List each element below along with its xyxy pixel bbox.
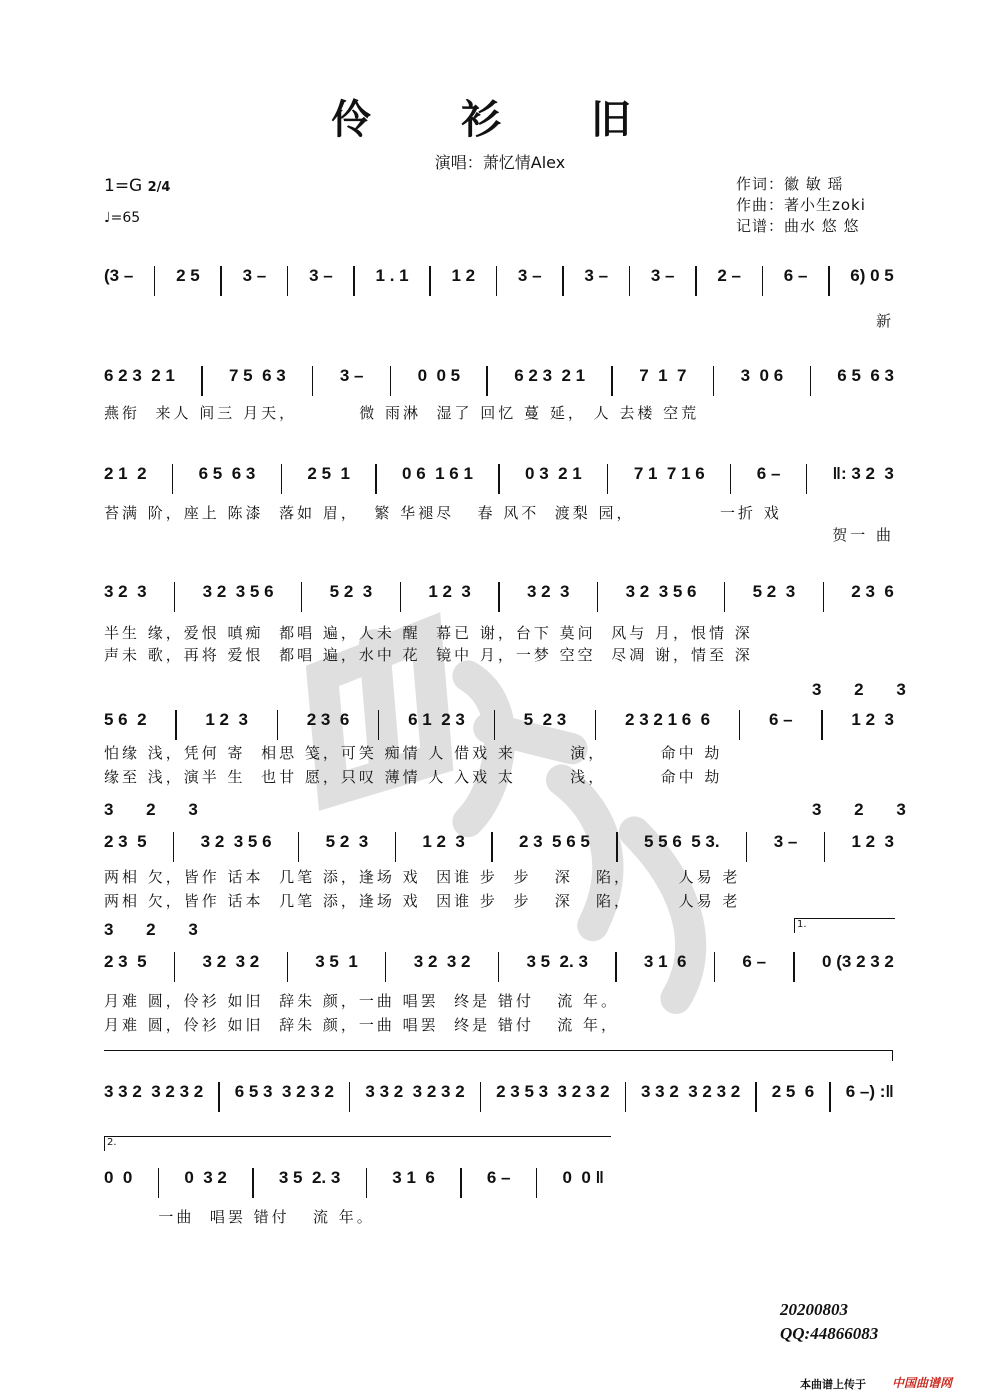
measure: 0 3 2 1 xyxy=(525,464,582,483)
measure: 0 0 xyxy=(104,1168,133,1187)
barline xyxy=(829,1082,830,1112)
volta-first-ending: 1. xyxy=(794,918,895,933)
measure: 2 3 5 xyxy=(104,832,147,851)
measure: 2 3 5 6 5 xyxy=(518,832,590,851)
measure: 5 2 3 xyxy=(752,582,796,601)
measure: 1 2 3 xyxy=(205,710,248,729)
barline xyxy=(175,710,176,740)
upper-note-group: 3 2 3 xyxy=(812,800,920,819)
measure: 3 2 3 5 6 xyxy=(625,582,697,601)
barline xyxy=(498,464,499,494)
barline xyxy=(755,1082,756,1112)
measure: 3 – xyxy=(242,266,267,285)
barline xyxy=(385,952,386,982)
measure: 1 2 3 xyxy=(851,832,894,851)
barline xyxy=(378,710,379,740)
system4-notes xyxy=(104,582,894,612)
barline xyxy=(460,1168,461,1198)
measure: 0 6 1 6 1 xyxy=(402,464,473,483)
measure: 2 3 5 3 3 2 3 2 xyxy=(496,1082,610,1101)
lyric-line: 贺一 曲 xyxy=(832,526,894,544)
barline xyxy=(400,582,401,612)
measure: 5 2 3 xyxy=(523,710,567,729)
barline xyxy=(349,1082,350,1112)
barline xyxy=(287,952,288,982)
measure: 6 5 3 3 2 3 2 xyxy=(234,1082,334,1101)
barline xyxy=(498,952,499,982)
date-stamp: 20200803 xyxy=(780,1300,848,1319)
upload-note: 本曲谱上传于 xyxy=(800,1378,866,1391)
measure: 5 5 6 5 3. xyxy=(643,832,720,851)
measure: 0 0 ‖ xyxy=(562,1168,604,1187)
measure: 3 3 2 3 2 3 2 xyxy=(640,1082,741,1101)
measure: 3 2 3 2 xyxy=(413,952,471,971)
composer-credit: 作曲：著小生zoki xyxy=(736,196,866,214)
measure: 2 3 6 xyxy=(851,582,894,601)
barline xyxy=(220,266,221,296)
measure: 1 2 xyxy=(451,266,476,285)
upper-note-group: 3 2 3 xyxy=(104,800,212,819)
barline xyxy=(714,952,715,982)
measure: 3 2 3 xyxy=(104,582,147,601)
measure: 3 5 2. 3 xyxy=(526,952,588,971)
lyricist-credit: 作词：徽 敏 瑶 xyxy=(736,175,844,193)
barline xyxy=(823,582,824,612)
barline xyxy=(562,266,563,296)
measure: 3 – xyxy=(584,266,609,285)
barline xyxy=(172,464,173,494)
measure: 3 5 2. 3 xyxy=(278,1168,341,1187)
lyric-line: 一曲 唱罢 错付 流 年。 xyxy=(104,1208,375,1226)
lyric-line: 半生 缘，爱恨 嗔痴 都唱 遍，人未 醒 幕已 谢，台下 莫问 风与 月，恨情 深 xyxy=(104,624,753,642)
system5-notes xyxy=(104,710,894,740)
barline xyxy=(218,1082,219,1112)
measure: ‖: 3 2 3 xyxy=(832,464,894,483)
measure: 2 5 xyxy=(176,266,200,285)
barline xyxy=(793,952,794,982)
measure: 0 3 2 xyxy=(184,1168,227,1187)
measure: 3 – xyxy=(773,832,798,851)
barline xyxy=(480,1082,481,1112)
system3-notes xyxy=(104,464,894,494)
site-logo: 中国曲谱网 xyxy=(892,1376,953,1390)
barline xyxy=(298,832,299,862)
measure: 3 2 3 5 6 xyxy=(202,582,274,601)
barline xyxy=(174,582,175,612)
barline xyxy=(713,366,714,396)
measure: 3 2 3 5 6 xyxy=(200,832,272,851)
measure: 5 2 3 xyxy=(325,832,369,851)
barline xyxy=(746,832,747,862)
barline xyxy=(312,366,313,396)
barline xyxy=(491,832,492,862)
measure: 6) 0 5 xyxy=(850,266,894,285)
barline xyxy=(828,266,829,296)
barline xyxy=(536,1168,537,1198)
song-title: 伶 衫 旧 xyxy=(331,97,669,143)
measure: 3 – xyxy=(517,266,542,285)
measure: 1 . 1 xyxy=(375,266,409,285)
system6-notes xyxy=(104,832,894,862)
barline xyxy=(174,952,175,982)
measure: 6 – xyxy=(742,952,767,971)
lyric-line: 苔满 阶，座上 陈漆 落如 眉， 繁 华褪尽 春 风不 渡梨 园， 一折 戏 xyxy=(104,504,782,522)
system9-notes xyxy=(104,1168,604,1198)
measure: 3 3 2 3 2 3 2 xyxy=(104,1082,204,1101)
measure: 0 0 5 xyxy=(417,366,461,385)
measure: 2 1 2 xyxy=(104,464,147,483)
barline xyxy=(821,710,822,740)
barline xyxy=(390,366,391,396)
measure: 6 – xyxy=(768,710,793,729)
barline xyxy=(353,266,354,296)
lyric-line: 月难 圆，伶衫 如旧 辞朱 颜，一曲 唱罢 终是 错付 流 年。 xyxy=(104,992,619,1010)
measure: 6 5 6 3 xyxy=(837,366,894,385)
barline xyxy=(494,710,495,740)
measure: 3 – xyxy=(650,266,675,285)
measure: 6 – xyxy=(756,464,781,483)
barline xyxy=(281,464,282,494)
barline xyxy=(625,1082,626,1112)
barline xyxy=(762,266,763,296)
barline xyxy=(595,710,596,740)
volta-second-ending: 2. xyxy=(104,1136,611,1151)
barline xyxy=(366,1168,367,1198)
measure: 1 2 3 xyxy=(428,582,471,601)
key-label: 1=G xyxy=(104,176,143,196)
measure: 3 3 2 3 2 3 2 xyxy=(365,1082,465,1101)
lyric-line: 新 xyxy=(875,312,894,330)
measure: 1 2 3 xyxy=(422,832,465,851)
credits-block xyxy=(736,174,866,237)
measure: 3 5 1 xyxy=(315,952,358,971)
barline xyxy=(154,266,155,296)
barline xyxy=(695,266,696,296)
singer-credit: 演唱：萧忆情Alex xyxy=(434,153,566,172)
barline xyxy=(158,1168,159,1198)
barline xyxy=(498,582,499,612)
transcriber-credit: 记谱：曲水 悠 悠 xyxy=(736,217,860,235)
measure: 3 2 3 xyxy=(526,582,570,601)
measure: 7 1 7 xyxy=(639,366,687,385)
barline xyxy=(429,266,430,296)
measure: 6 – xyxy=(486,1168,511,1187)
measure: 3 0 6 xyxy=(740,366,784,385)
measure: 6 2 3 2 1 xyxy=(514,366,586,385)
system2-notes xyxy=(104,366,894,396)
barline xyxy=(616,832,617,862)
lyric-line: 两相 欠，皆作 话本 几笔 添，逢场 戏 因谁 步 步 深 陷， 人易 老 xyxy=(104,892,741,910)
system1-notes xyxy=(104,266,894,296)
measure: 1 2 3 xyxy=(851,710,894,729)
barline xyxy=(496,266,497,296)
volta-bracket-line xyxy=(104,1050,893,1061)
measure: 0 (3 2 3 2 xyxy=(822,952,894,971)
barline xyxy=(810,366,811,396)
barline xyxy=(173,832,174,862)
barline xyxy=(607,464,608,494)
measure: 2 3 2 1 6 6 xyxy=(625,710,711,729)
barline xyxy=(615,952,616,982)
barline xyxy=(824,832,825,862)
upper-note-group: 3 2 3 xyxy=(104,920,212,939)
measure: 6 5 6 3 xyxy=(198,464,256,483)
measure: 2 3 6 xyxy=(306,710,350,729)
measure: 6 –) :‖ xyxy=(845,1082,894,1101)
barline xyxy=(597,582,598,612)
measure: 3 – xyxy=(339,366,364,385)
barline xyxy=(629,266,630,296)
barline xyxy=(201,366,202,396)
qq-contact: QQ:44866083 xyxy=(780,1324,879,1343)
measure: 5 2 3 xyxy=(329,582,373,601)
upper-note-group: 3 2 3 xyxy=(812,680,920,699)
measure: 3 1 6 xyxy=(643,952,687,971)
barline xyxy=(301,582,302,612)
measure: 3 1 6 xyxy=(392,1168,435,1187)
barline xyxy=(611,366,612,396)
measure: 6 1 2 3 xyxy=(408,710,465,729)
lyric-line: 缘至 浅，演半 生 也甘 愿，只叹 薄情 人 入戏 太 浅， 命中 劫 xyxy=(104,768,723,786)
measure: 3 2 3 2 xyxy=(202,952,260,971)
lyric-line: 怕缘 浅，凭何 寄 相思 笺，可笑 痴情 人 借戏 来 演， 命中 劫 xyxy=(104,744,723,762)
barline xyxy=(806,464,807,494)
measure: 5 6 2 xyxy=(104,710,147,729)
measure: 7 5 6 3 xyxy=(229,366,286,385)
barline xyxy=(724,582,725,612)
key-signature xyxy=(104,176,170,196)
barline xyxy=(486,366,487,396)
measure: 2 5 6 xyxy=(771,1082,815,1101)
system7-notes xyxy=(104,952,894,982)
barline xyxy=(739,710,740,740)
measure: 2 – xyxy=(717,266,741,285)
measure: 3 – xyxy=(309,266,333,285)
barline xyxy=(287,266,288,296)
tempo-marking: ♩=65 xyxy=(104,210,141,226)
measure: 2 5 1 xyxy=(307,464,350,483)
barline xyxy=(252,1168,253,1198)
lyric-line: 声未 歌，再将 爱恨 都唱 遍，水中 花 镜中 月，一梦 空空 尽凋 谢，情至 深 xyxy=(104,646,753,664)
barline xyxy=(277,710,278,740)
time-signature: 2/4 xyxy=(147,180,171,195)
barline xyxy=(730,464,731,494)
system8-notes xyxy=(104,1082,894,1112)
barline xyxy=(375,464,376,494)
measure: 6 2 3 2 1 xyxy=(104,366,175,385)
measure: 6 – xyxy=(783,266,808,285)
lyric-line: 月难 圆，伶衫 如旧 辞朱 颜，一曲 唱罢 终是 错付 流 年， xyxy=(104,1016,619,1034)
measure: 2 3 5 xyxy=(104,952,147,971)
lyric-line: 燕衔 来人 间三 月天， 微 雨淋 湿了 回忆 蔓 延， 人 去楼 空荒 xyxy=(104,404,700,422)
barline xyxy=(395,832,396,862)
lyric-line: 两相 欠，皆作 话本 几笔 添，逢场 戏 因谁 步 步 深 陷， 人易 老 xyxy=(104,868,741,886)
measure: (3 – xyxy=(104,266,134,285)
measure: 7 1 7 1 6 xyxy=(633,464,705,483)
